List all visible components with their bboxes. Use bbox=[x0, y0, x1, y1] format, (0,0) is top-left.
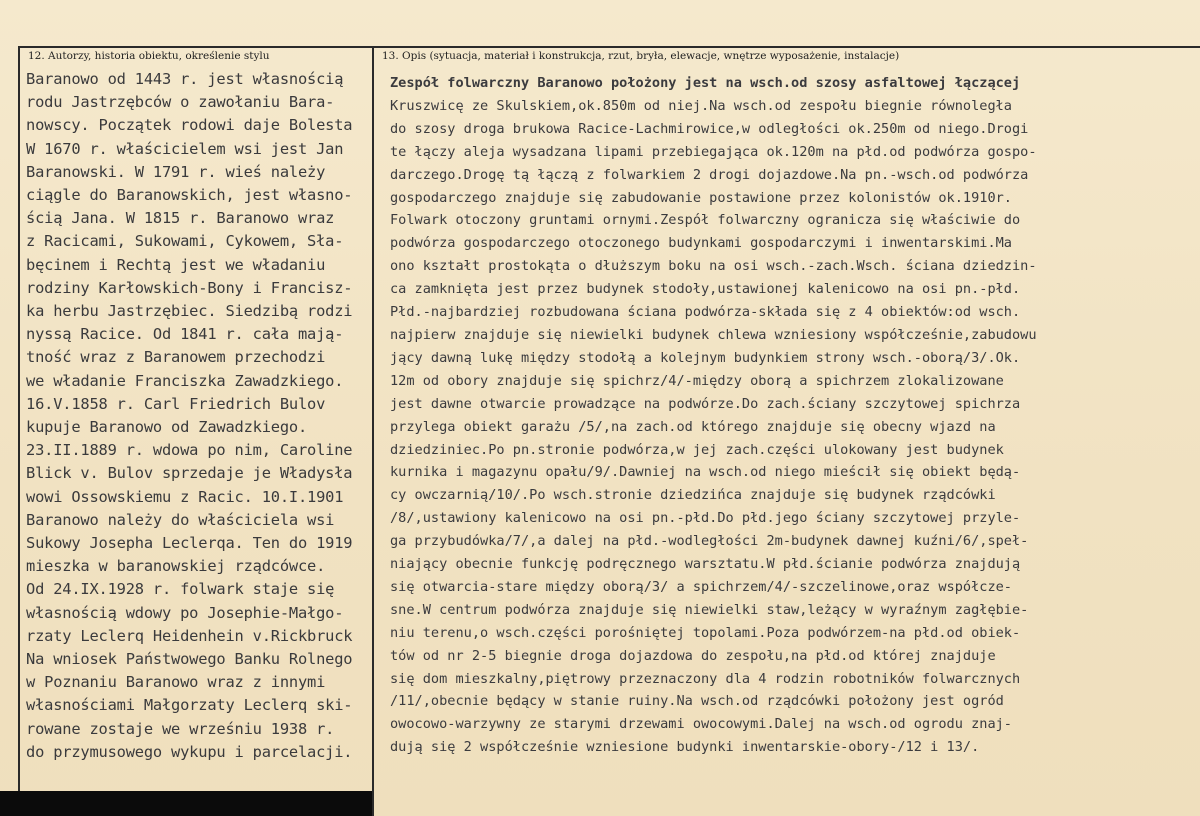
description-line: niający obecnie funkcję podręcznego warsztatu.W płd.ścianie podwórza znajdują bbox=[390, 556, 1021, 573]
description-line: gospodarczego znajduje się zabudowanie postawione przez kolonistów ok.1910r. bbox=[390, 189, 1012, 206]
history-line: tność wraz z Baranowem przechodzi bbox=[26, 348, 326, 367]
description-line: ca zamknięta jest przez budynek stodoły,ustawionej kalenicowo na osi pn.-płd. bbox=[390, 281, 1021, 298]
history-line: ścią Jana. W 1815 r. Baranowo wraz bbox=[26, 209, 335, 228]
history-line: Na wniosek Państwowego Banku Rolnego bbox=[26, 650, 353, 669]
history-line: W 1670 r. właścicielem wsi jest Jan bbox=[26, 139, 344, 158]
description-line: kurnika i magazynu opału/9/.Dawniej na wsch.od niego mieścił się obiekt będą- bbox=[390, 464, 1021, 481]
history-line: Baranowski. W 1791 r. wieś należy bbox=[26, 162, 326, 181]
description-line: jest dawne otwarcie prowadzące na podwórze.Do zach.ściany szczytowej spichrza bbox=[390, 395, 1021, 412]
history-line: Sukowy Josepha Leclerqa. Ten do 1919 bbox=[26, 534, 353, 553]
history-line: Od 24.IX.1928 r. folwark staje się bbox=[26, 580, 335, 599]
description-line: ono kształt prostokąta o dłuższym boku na osi wsch.-zach.Wsch. ściana dziedzin- bbox=[390, 258, 1037, 275]
description-line: ga przybudówka/7/,a dalej na płd.-wodległości 2m-budynek dawnej kuźni/6/,speł- bbox=[390, 533, 1029, 550]
history-line: ka herbu Jastrzębiec. Siedzibą rodzi bbox=[26, 302, 353, 321]
history-line: wowi Ossowskiemu z Racic. 10.I.1901 bbox=[26, 487, 344, 506]
column-divider bbox=[372, 46, 374, 816]
history-line: ciągle do Baranowskich, jest własno- bbox=[26, 186, 353, 205]
history-line: Blick v. Bulov sprzedaje je Władysła bbox=[26, 464, 353, 483]
description-line: sne.W centrum podwórza znajduje się niewielki staw,leżący w wyraźnym zagłębie- bbox=[390, 601, 1029, 618]
history-line: własnością wdowy po Josephie-Małgo- bbox=[26, 603, 344, 622]
section-12-heading: 12. Autorzy, historia obiektu, określenie stylu bbox=[28, 50, 270, 62]
description-line: niu terenu,o wsch.części porośniętej topolami.Poza podwórzem-na płd.od obiek- bbox=[390, 624, 1021, 641]
description-line: Kruszwicę ze Skulskiem,ok.850m od niej.Na wsch.od zespołu biegnie równoległa bbox=[390, 97, 1012, 114]
description-line: najpierw znajduje się niewielki budynek chlewa wzniesiony współcześnie,zabudowu bbox=[390, 326, 1037, 343]
description-line: darczego.Drogę tą łączą z folwarkiem 2 drogi dojazdowe.Na pn.-wsch.od podwórza bbox=[390, 166, 1029, 183]
description-line: jący dawną lukę między stodołą a kolejnym budynkiem strony wsch.-oborą/3/.Ok. bbox=[390, 349, 1021, 366]
history-line: Baranowo należy do właściciela wsi bbox=[26, 510, 335, 529]
description-line: do szosy droga brukowa Racice-Lachmirowice,w odległości ok.250m od niego.Drogi bbox=[390, 120, 1029, 137]
history-line: Baranowo od 1443 r. jest własnością bbox=[26, 70, 344, 88]
description-line: owocowo-warzywny ze starymi drzewami owocowymi.Dalej na wsch.od ogrodu znaj- bbox=[390, 716, 1012, 733]
description-line: się dom mieszkalny,piętrowy przeznaczony dla 4 rodzin robotników folwarcznych bbox=[390, 670, 1021, 687]
history-text bbox=[26, 68, 372, 764]
scan-border bbox=[0, 791, 372, 816]
description-line: się otwarcia-stare między oborą/3/ a spichrzem/4/-szczelinowe,oraz współcze- bbox=[390, 578, 1012, 595]
history-line: rodu Jastrzębców o zawołaniu Bara- bbox=[26, 93, 335, 112]
history-line: własnościami Małgorzaty Leclerq ski- bbox=[26, 696, 353, 715]
description-line: Folwark otoczony gruntami ornymi.Zespół folwarczny ogranicza się właściwie do bbox=[390, 212, 1021, 229]
description-line: /8/,ustawiony kalenicowo na osi pn.-płd.Do płd.jego ściany szczytowej przyle- bbox=[390, 510, 1021, 527]
history-line: do przymusowego wykupu i parcelacji. bbox=[26, 742, 353, 761]
history-line: rzaty Leclerq Heidenhein v.Rickbruck bbox=[26, 626, 353, 645]
history-line: w Poznaniu Baranowo wraz z innymi bbox=[26, 673, 326, 692]
history-line: rowane zostaje we wrześniu 1938 r. bbox=[26, 719, 335, 738]
description-line: cy owczarnią/10/.Po wsch.stronie dziedzińca znajduje się budynek rządcówki bbox=[390, 487, 996, 504]
description-text bbox=[390, 72, 1190, 759]
history-line: kupuje Baranowo od Zawadzkiego. bbox=[26, 418, 308, 437]
description-line: dują się 2 współcześnie wzniesione budynki inwentarskie-obory-/12 i 13/. bbox=[390, 739, 980, 756]
description-line: Zespół folwarczny Baranowo położony jest na wsch.od szosy asfaltowej łączącej bbox=[390, 75, 1021, 91]
description-line: /11/,obecnie będący w stanie ruiny.Na wsch.od rządcówki położony jest ogród bbox=[390, 693, 1004, 710]
description-line: te łączy aleja wysadzana lipami przebiegająca ok.120m na płd.od podwórza gospo- bbox=[390, 143, 1037, 160]
left-rule bbox=[18, 46, 20, 791]
history-line: z Racicami, Sukowami, Cykowem, Sła- bbox=[26, 232, 344, 251]
history-line: bęcinem i Rechtą jest we władaniu bbox=[26, 255, 326, 274]
top-rule bbox=[18, 46, 1200, 48]
history-line: nyssą Racice. Od 1841 r. cała mają- bbox=[26, 325, 344, 344]
description-line: Płd.-najbardziej rozbudowana ściana podwórza-składa się z 4 obiektów:od wsch. bbox=[390, 304, 1021, 321]
description-line: tów od nr 2-5 biegnie droga dojazdowa do zespołu,na płd.od której znajduje bbox=[390, 647, 996, 664]
history-line: 16.V.1858 r. Carl Friedrich Bulov bbox=[26, 394, 326, 413]
history-line: mieszka w baranowskiej rządcówce. bbox=[26, 557, 326, 576]
history-line: rodziny Karłowskich-Bony i Francisz- bbox=[26, 278, 353, 297]
history-line: nowscy. Początek rodowi daje Bolesta bbox=[26, 116, 353, 135]
description-line: podwórza gospodarczego otoczonego budynkami gospodarczymi i inwentarskimi.Ma bbox=[390, 235, 1012, 252]
section-13-heading: 13. Opis (sytuacja, materiał i konstrukcja, rzut, bryła, elewacje, wnętrze wyposażenie, instalacje) bbox=[382, 50, 900, 62]
description-line: dziedziniec.Po pn.stronie podwórza,w jej zach.części ulokowany jest budynek bbox=[390, 441, 1004, 458]
description-line: przylega obiekt garażu /5/,na zach.od którego znajduje się obecny wjazd na bbox=[390, 418, 996, 435]
history-line: we władanie Franciszka Zawadzkiego. bbox=[26, 371, 344, 390]
description-line: 12m od obory znajduje się spichrz/4/-między oborą a spichrzem zlokalizowane bbox=[390, 372, 1004, 389]
history-line: 23.II.1889 r. wdowa po nim, Caroline bbox=[26, 441, 353, 460]
